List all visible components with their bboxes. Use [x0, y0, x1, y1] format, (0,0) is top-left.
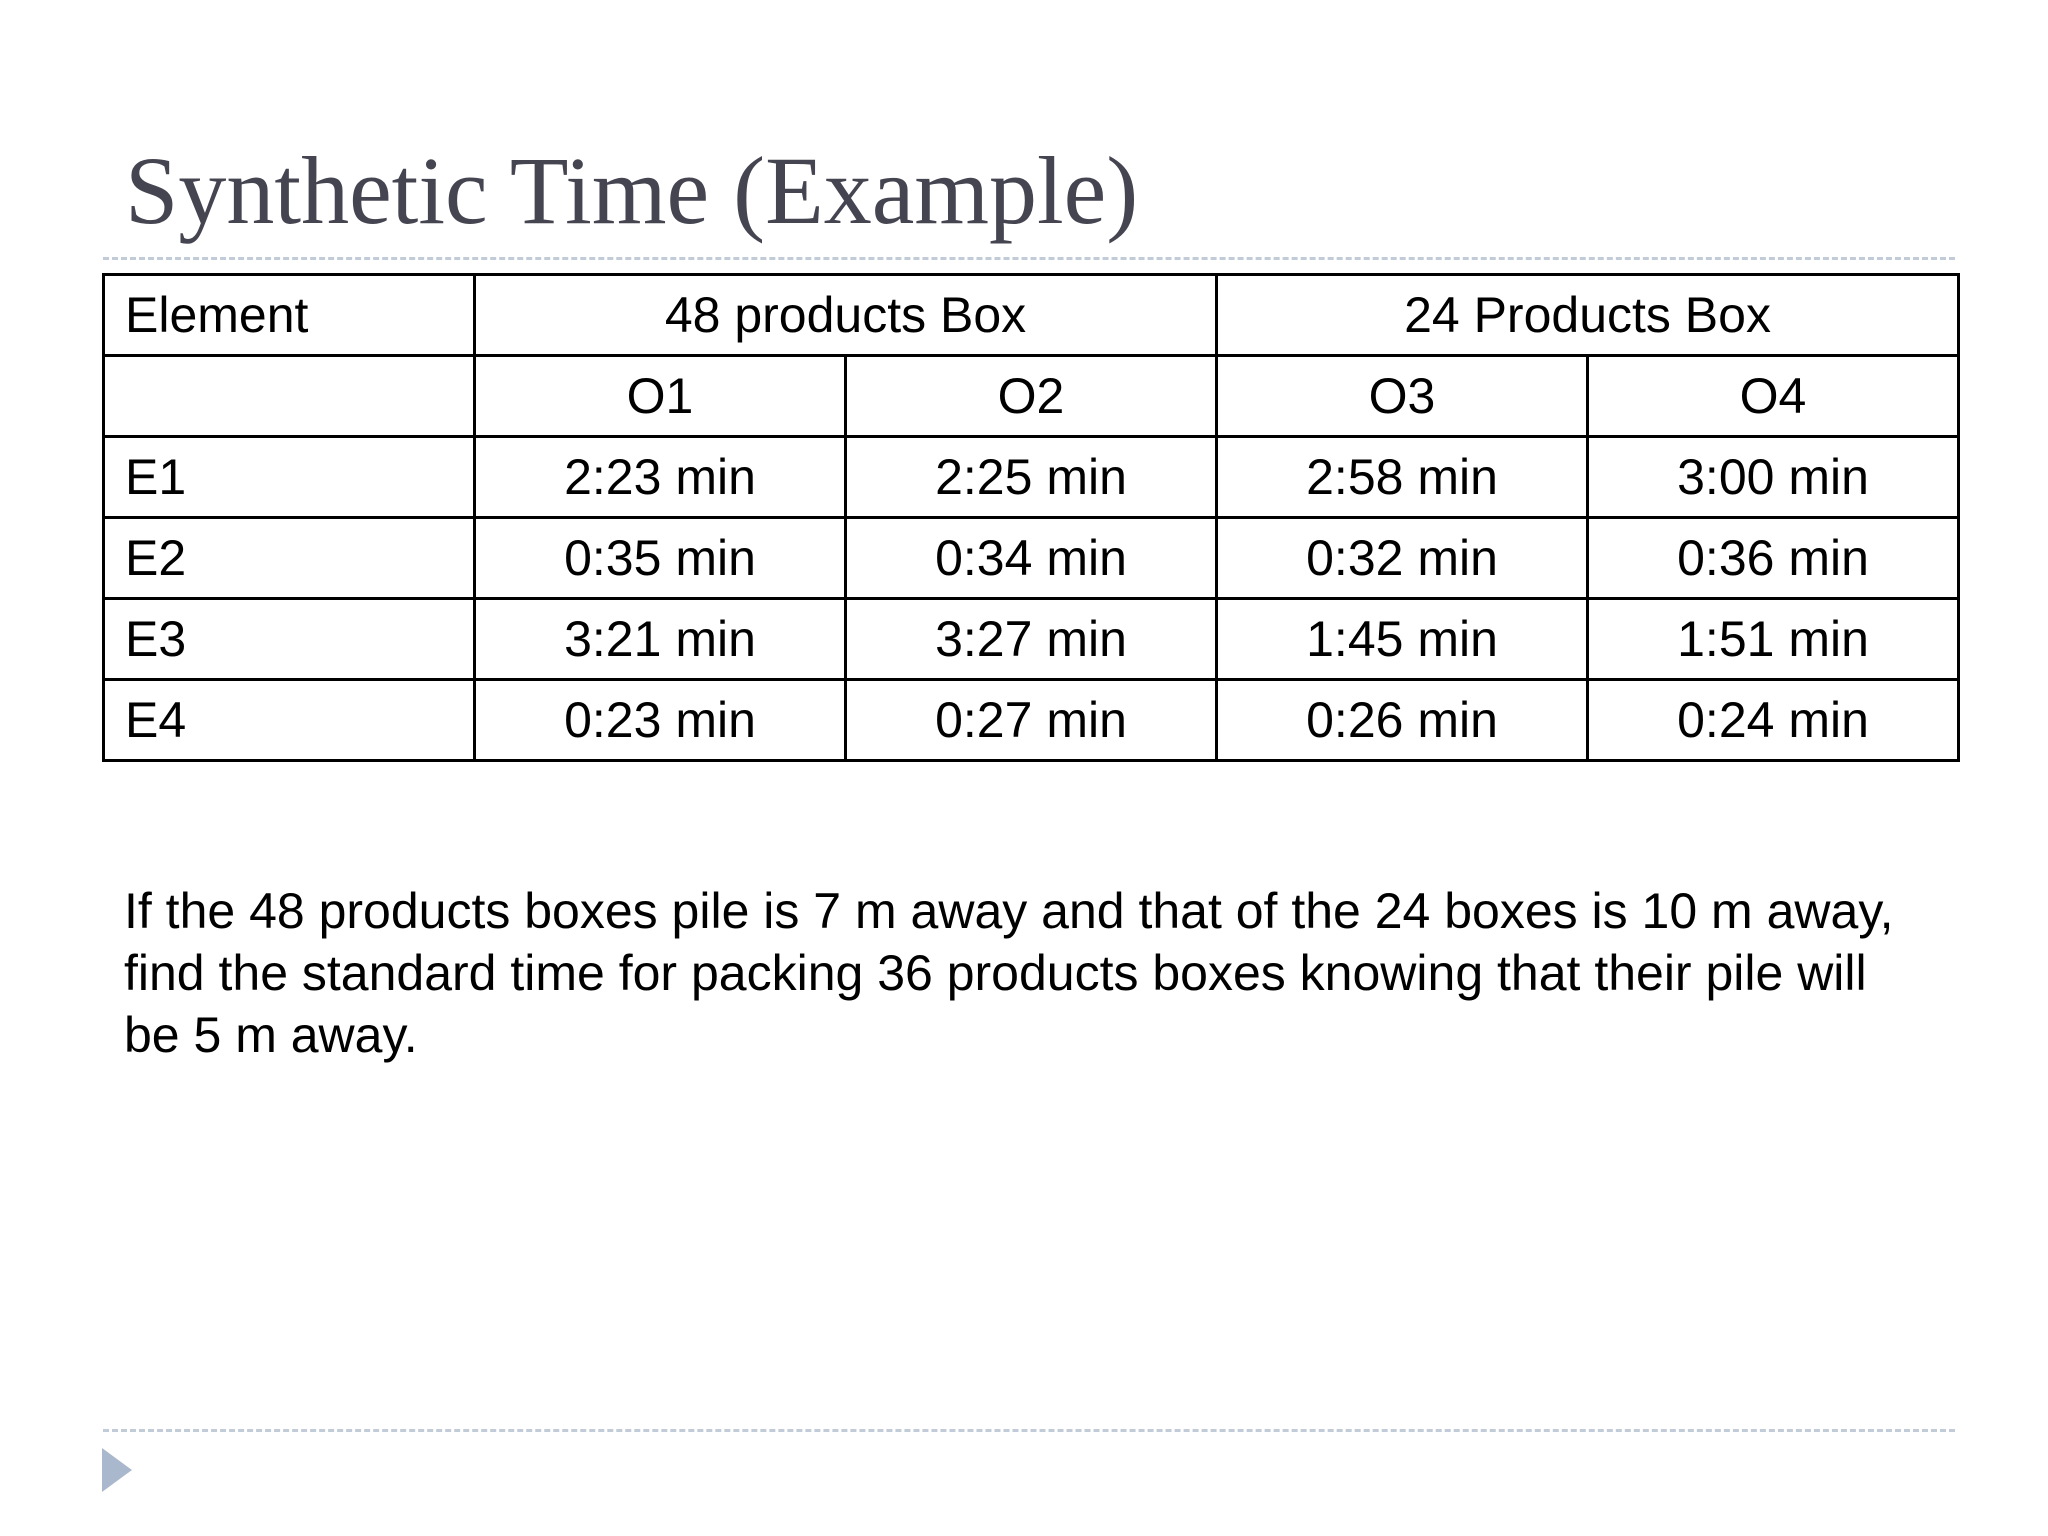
row-element: E2	[104, 518, 475, 599]
time-cell: 1:51 min	[1588, 599, 1959, 680]
row-element: E1	[104, 437, 475, 518]
time-cell: 0:24 min	[1588, 680, 1959, 761]
time-cell: 3:27 min	[846, 599, 1217, 680]
time-cell: 3:21 min	[475, 599, 846, 680]
header-empty-cell	[104, 356, 475, 437]
header-operator: O4	[1588, 356, 1959, 437]
time-cell: 0:34 min	[846, 518, 1217, 599]
time-cell: 3:00 min	[1588, 437, 1959, 518]
header-group-24-products: 24 Products Box	[1217, 275, 1959, 356]
time-cell: 1:45 min	[1217, 599, 1588, 680]
table-row	[104, 680, 1959, 761]
table-operator-row	[104, 356, 1959, 437]
row-element: E4	[104, 680, 475, 761]
play-arrow-icon[interactable]	[102, 1448, 132, 1492]
table-row	[104, 599, 1959, 680]
time-cell: 0:36 min	[1588, 518, 1959, 599]
time-cell: 0:26 min	[1217, 680, 1588, 761]
table-header-row	[104, 275, 1959, 356]
slide-title: Synthetic Time (Example)	[125, 137, 1139, 244]
table-row	[104, 437, 1959, 518]
time-cell: 2:58 min	[1217, 437, 1588, 518]
title-divider	[103, 257, 1955, 260]
time-cell: 2:25 min	[846, 437, 1217, 518]
header-operator: O2	[846, 356, 1217, 437]
synthetic-time-table	[102, 273, 1960, 762]
time-cell: 0:23 min	[475, 680, 846, 761]
table-row	[104, 518, 1959, 599]
time-cell: 0:32 min	[1217, 518, 1588, 599]
time-cell: 0:35 min	[475, 518, 846, 599]
row-element: E3	[104, 599, 475, 680]
header-operator: O3	[1217, 356, 1588, 437]
footer-divider	[103, 1429, 1955, 1432]
header-operator: O1	[475, 356, 846, 437]
time-cell: 0:27 min	[846, 680, 1217, 761]
header-element: Element	[104, 275, 475, 356]
time-cell: 2:23 min	[475, 437, 846, 518]
problem-statement: If the 48 products boxes pile is 7 m away and that of the 24 boxes is 10 m away, find the standard time for packing 36 products boxes knowing that their pile will be 5 m away.	[124, 883, 1894, 1063]
header-group-48-products: 48 products Box	[475, 275, 1217, 356]
